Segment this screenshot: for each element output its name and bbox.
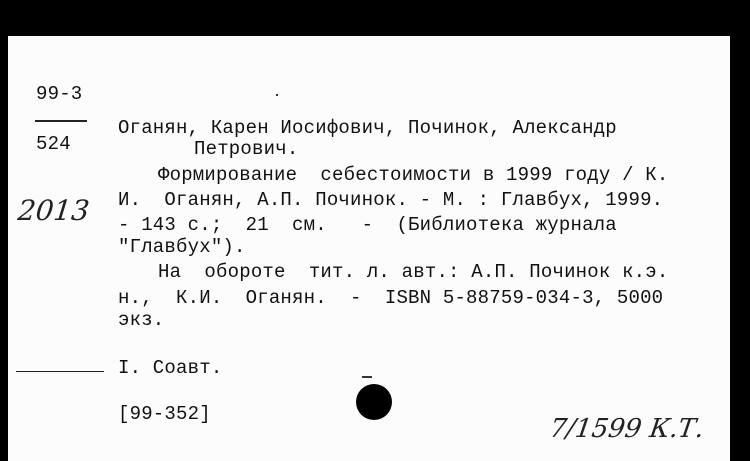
shelf-mark-top: 99-3	[36, 83, 83, 105]
speck	[276, 94, 278, 96]
punch-hole	[356, 384, 392, 420]
speck	[362, 376, 372, 378]
tracing-line	[16, 371, 104, 372]
note-line-2: н., К.И. Оганян. - ISBN 5-88759-034-3, 5000	[118, 287, 664, 309]
note-line-3: экз.	[118, 309, 165, 331]
record-number: [99-352]	[118, 403, 211, 425]
title-line-2: И. Оганян, А.П. Починок. - М. : Главбух, 1999.	[118, 189, 664, 211]
catalog-card	[8, 36, 730, 461]
coauthor-entry: I. Соавт.	[118, 357, 223, 379]
title-line-3: - 143 с.; 21 см. - (Библиотека журнала	[118, 214, 617, 236]
note-line-1: На обороте тит. л. авт.: А.П. Починок к.э.	[158, 261, 669, 283]
title-line-4: "Главбух").	[118, 236, 246, 258]
shelf-mark-bottom: 524	[36, 133, 71, 155]
handwritten-inventory: 7/1599 К.Т.	[547, 414, 706, 444]
author-heading-cont: Петрович.	[194, 138, 299, 160]
handwritten-mark: 2013	[16, 194, 91, 227]
author-heading: Оганян, Карен Иосифович, Починок, Александр	[118, 117, 617, 139]
shelf-mark-divider	[35, 120, 87, 122]
title-line-1: Формирование себестоимости в 1999 году / К.	[158, 164, 669, 186]
